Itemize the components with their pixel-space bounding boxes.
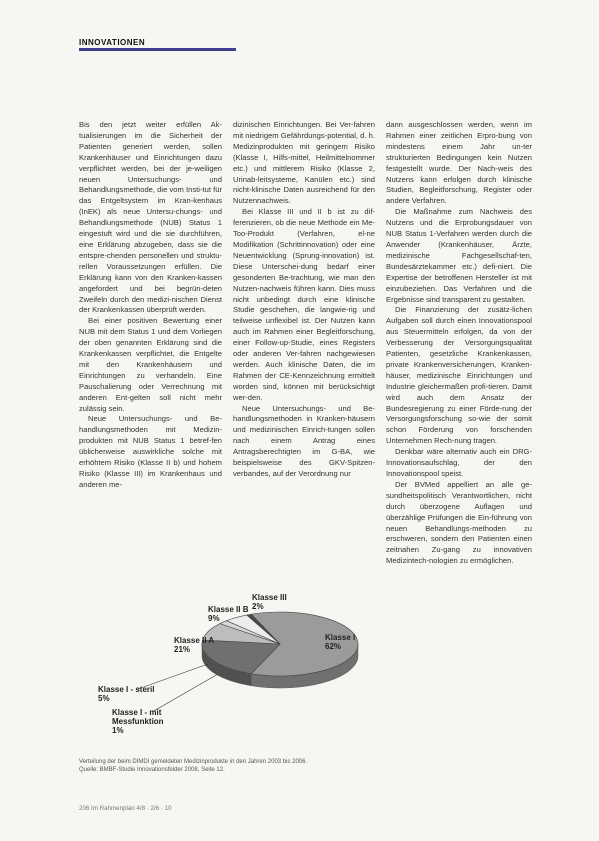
pie-leader-line (138, 664, 208, 689)
pie-slice-label: Klasse II B 9% (208, 605, 249, 623)
pie-leader-line (152, 674, 218, 712)
paragraph: dann ausgeschlossen werden, wenn im Rahmen einer zeitlichen Erpro-bung von mindestens einem Jahr un-ter strukturierten Bedingungen kein Nutzen festgestellt wurde. Der Nach-weis des Nutzens kann erfolgen durch klinische Studien, Begleitforschung, Register oder andere Verfahren. (386, 120, 532, 206)
caption-source: Quelle: BMBF-Studie Innovationsfelder 2008, Seite 12. (79, 767, 225, 773)
paragraph: Bei Klasse III und II b ist zu dif-ferenzieren, ob die neue Methode ein Me-Too-Produkt (Verfahren, el-ne Modifikation (Schrittinnovation) oder eine Neuentwicklung (Sprung-innovation) ist. Diese Unterschei-dung bedarf einer gesonderten Be-trachtung, wie man den Nutzen-nachweis führen kann. Dies muss nicht unbedingt durch eine klinische Studie geschehen, die langwie-rig und teilweise unflexibel ist. Der Nutzen kann auch im Rahmen einer Begleitforschung, einer Follow-up-Studie, eines Registers oder anderen Ver-fahren nachgewiesen werden. Auch klinische Daten, die im Rahmen der CE-Kennzeichnung ermittelt worden sind, können mit berücksichtigt wer-den. (233, 207, 375, 402)
pie-slice-label: Klasse III 2% (252, 593, 287, 611)
figure-caption (79, 758, 307, 774)
pie-slice-label: Klasse I 62% (325, 633, 356, 651)
text-column-1 (79, 120, 222, 491)
paragraph: Neue Untersuchungs- und Be-handlungsmethoden in Kranken-häusern und medizinischen Einrich-tungen sollen nach einem Antrag eines Antragsberechtigten im G-BA, wie beispielsweise des GKV-Spitzen-verbandes, auf der Verordnung nur (233, 403, 375, 478)
pie-slice-label: Klasse II A 21% (174, 636, 215, 654)
text-column-2 (233, 120, 375, 480)
paragraph: Der BVMed appelliert an alle ge-sundheitspolitisch Verantwortlichen, nicht durch überzogene Auflagen und überzählige Prüfungen die Ein-führung von neuen Behandlungs-methoden zu erschweren, sondern den Patienten einen zeitnahen Zu-gang zu innovativen Medizintech-nologien zu ermöglichen. (386, 479, 532, 566)
paragraph: Neue Untersuchungs- und Be-handlungsmethoden mit Medizin-produkten mit NUB Status 1 betref-fen üblicherweise auswirkliche solche mit erhöhtem Risiko (Klasse II b) und hohem Risiko (Klasse III) im Krankenhaus und anderen me- (79, 414, 222, 489)
paragraph: Bei einer positiven Bewertung einer NUB mit dem Status 1 und dem Vorliegen der oben genannten Erklärung sind die Krankenkassen verpflichtet, die Entgelte mit den Krankenhäusern und Einrichtungen zu verhandeln. Eine Pauschalierung oder Verrechnung mit anderen Ent-gelten soll nicht mehr zulässig sein. (79, 316, 222, 413)
paragraph: Die Finanzierung der zusätz-lichen Aufgaben soll durch einen Innovationspool aus Steuermitteln erfolgen, da von der Verbesserung der Versorgungsqualität Patienten, gesetzliche Krankenkassen, private Krankenversicherungen, Kranken-häuser, medizinische Einrichtungen und Industrie gleichermaßen profi-tieren. Damit wird auch dem Ansatz der Bundesregierung zu einer Förde-rung der Versorgungsforschung so-wie der somit schon Förderung von forschenden Unternehmen Rech-nung tragen. (386, 305, 532, 446)
paragraph: Die Maßnahme zum Nachweis des Nutzens und die Erprobungsdauer von NUB Status 1-Verfahren werden durch die Anwender (Krankenhäuser, Ärzte, medizinische Fachgesellschaf-ten, Bundesärztekammer etc.) defi-niert. Die Expertise der betroffenen Hersteller ist mit einzubeziehen. Das Verfahren und die Ergebnisse sind transparent zu gestalten. (386, 207, 532, 304)
pie-slice-label: Klasse I - steril 5% (98, 685, 155, 703)
pie-chart (90, 588, 390, 748)
pie-slice-label: Klasse I - mit Messfunktion 1% (112, 708, 164, 735)
paragraph: Denkbar wäre alternativ auch ein DRG-Innovationsaufschlag, der den Innovationspool speist. (386, 447, 532, 478)
section-label: INNOVATIONEN (79, 38, 146, 47)
page-footer: 206 Im Rahmenplan 4/8 · 2/6 · 10 (79, 805, 172, 812)
caption-line: Verteilung der beim DIMDI gemeldeten Medizinprodukte in den Jahren 2003 bis 2006. (79, 759, 308, 765)
pie-chart-svg (90, 588, 390, 748)
paragraph: dizinischen Einrichtungen. Bei Ver-fahren mit niedrigem Gefährdungs-potential, d. h. Medizinprodukten mit geringem Risiko (Klasse I, Hilfs-mittel, Heilmittelnommer etc.) und mittlerem Risiko (Klasse 2, Urinab-leitsysteme, Kanülen etc.) sind nicht-klinische Daten ausreichend für den Nutzennachweis. (233, 120, 375, 206)
text-column-3 (386, 120, 532, 567)
paragraph: Bis den jetzt weiter erfüllen Ak-tualisierungen im die Sicherheit der Patienten generiert werden, sollen Krankenhäuser und Einrichtungen dazu verpflichtet werden, bei der je-weiligen neuen Untersuchungs- und Behandlungsmethode, die vom Insti-tut für das Entgeltsystem im Kran-kenhaus (InEK) als neue Untersu-chungs- und Behandlungsmethode (NUB) Status 1 eingestuft wird und die sie durchführen, eine Erklärung abzugeben, dass sie die entspre-chenden personellen und struktu-rellen Voraussetzungen erfüllen. Die Erklärung kann von den Kranken-kassen angefordert und bei begrün-deten Zweifeln durch den medizi-nischen Dienst der Krankenkassen überprüft werden. (79, 120, 222, 315)
section-rule (79, 48, 236, 51)
